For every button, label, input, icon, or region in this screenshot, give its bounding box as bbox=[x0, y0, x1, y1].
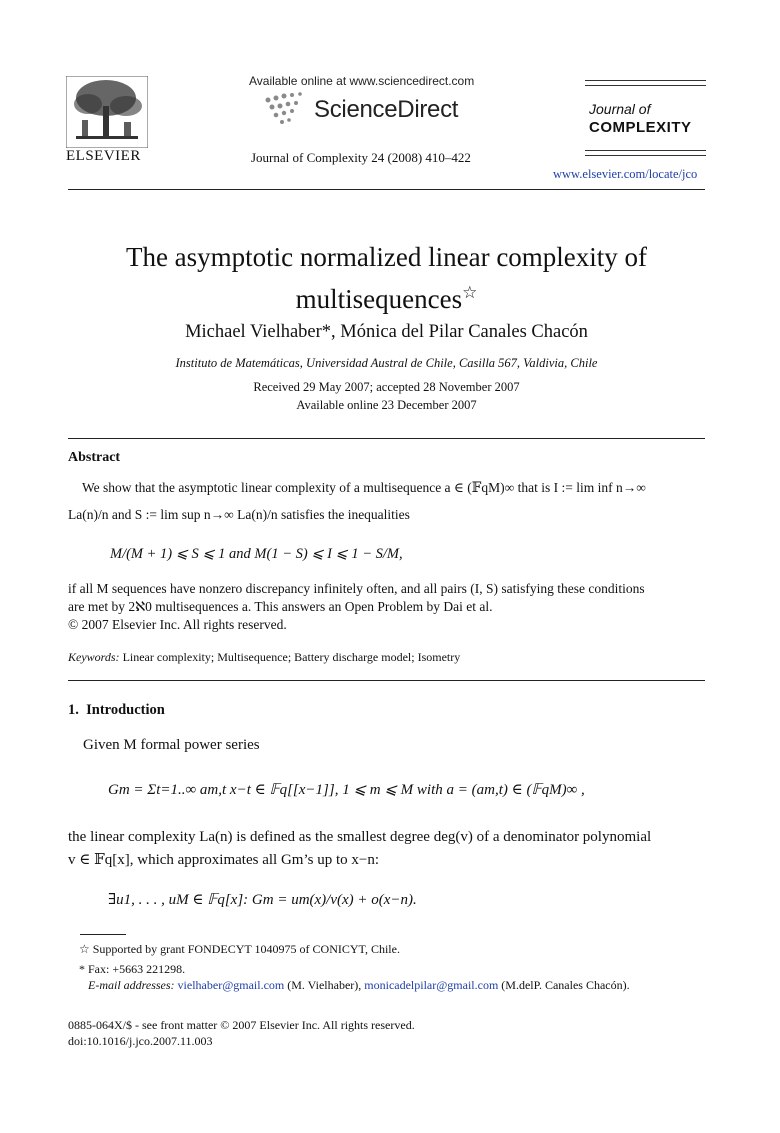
keywords bbox=[68, 650, 460, 665]
equation-gm: Gm = Σt=1..∞ am,t x−t ∈ 𝔽q[[x−1]], 1 ⩽ m ⩽ M with a = (am,t) ∈ (𝔽qM)∞ , bbox=[108, 782, 585, 798]
paper-title-line2: multisequences bbox=[295, 284, 463, 314]
header-rule bbox=[68, 189, 705, 190]
elsevier-wordmark: ELSEVIER bbox=[66, 148, 141, 164]
abstract-top-rule bbox=[68, 438, 705, 439]
elsevier-logo bbox=[66, 76, 148, 166]
paper-affiliation: Instituto de Matemáticas, Universidad Austral de Chile, Casilla 567, Valdivia, Chile bbox=[175, 356, 598, 370]
footnote-grant: ☆ Supported by grant FONDECYT 1040975 of CONICYT, Chile. bbox=[79, 942, 400, 956]
email-name-vielhaber: (M. Vielhaber), bbox=[287, 978, 362, 992]
section-given: Given M formal power series bbox=[83, 737, 260, 753]
elsevier-tree-icon bbox=[66, 76, 148, 148]
abstract-inequalities: M/(M + 1) ⩽ S ⩽ 1 and M(1 − S) ⩽ I ⩽ 1 − S/M, bbox=[110, 546, 403, 562]
journal-top-rule2 bbox=[585, 85, 706, 86]
footnote-fax: * Fax: +5663 221298. bbox=[79, 962, 186, 976]
journal-bottom-rule2 bbox=[585, 155, 706, 156]
sciencedirect-dots-icon bbox=[262, 90, 312, 126]
abstract-heading: Abstract bbox=[68, 450, 121, 465]
title-footnote-mark[interactable]: ☆ bbox=[462, 283, 478, 302]
footnote-rule bbox=[80, 934, 126, 935]
email-label: E-mail addresses: bbox=[88, 978, 175, 992]
abstract-line3: if all M sequences have nonzero discrepancy infinitely often, and all pairs (I, S) satisfying these conditions bbox=[68, 581, 645, 596]
email-name-canales: (M.delP. Canales Chacón). bbox=[501, 978, 630, 992]
equation-approx: ∃u1, . . . , uM ∈ 𝔽q[x]: Gm = um(x)/v(x) + o(x−n). bbox=[108, 892, 417, 908]
paper-title bbox=[68, 240, 705, 317]
abstract-line1 bbox=[68, 480, 708, 496]
available-online: Available online at www.sciencedirect.com bbox=[249, 74, 475, 88]
abstract-line2 bbox=[68, 507, 708, 523]
abstract-line2-text: La(n)/n and S := lim sup n→∞ La(n)/n satisfies the inequalities bbox=[68, 507, 410, 522]
journal-of-label: Journal of bbox=[589, 101, 651, 117]
footnote-emails bbox=[88, 978, 630, 993]
email-link-vielhaber[interactable]: vielhaber@gmail.com bbox=[177, 978, 285, 992]
journal-citation: Journal of Complexity 24 (2008) 410–422 bbox=[251, 150, 471, 165]
sciencedirect-logo bbox=[262, 90, 492, 126]
footer-doi: doi:10.1016/j.jco.2007.11.003 bbox=[68, 1034, 213, 1048]
email-link-canales[interactable]: monicadelpilar@gmail.com bbox=[364, 978, 499, 992]
sciencedirect-wordmark: ScienceDirect bbox=[314, 96, 459, 123]
section-heading: 1. Introduction bbox=[68, 702, 165, 718]
journal-bottom-rule bbox=[585, 150, 706, 151]
abstract-line1-text: We show that the asymptotic linear complexity of a multisequence a ∈ (𝔽qM)∞ that is I := lim inf n→∞ bbox=[82, 480, 646, 495]
abstract-bottom-rule bbox=[68, 680, 705, 681]
available-date: Available online 23 December 2007 bbox=[296, 398, 477, 412]
footer-issn: 0885-064X/$ - see front matter © 2007 Elsevier Inc. All rights reserved. bbox=[68, 1018, 415, 1032]
abstract-copyright: © 2007 Elsevier Inc. All rights reserved. bbox=[68, 617, 287, 632]
journal-url-link[interactable]: www.elsevier.com/locate/jco bbox=[553, 167, 698, 181]
paper-authors: Michael Vielhaber*, Mónica del Pilar Canales Chacón bbox=[185, 322, 588, 342]
abstract-line4: are met by 2ℵ0 multisequences a. This answers an Open Problem by Dai et al. bbox=[68, 599, 493, 614]
section-para-line2: v ∈ 𝔽q[x], which approximates all Gm’s up to x−n: bbox=[68, 852, 380, 868]
keywords-text: Linear complexity; Multisequence; Battery discharge model; Isometry bbox=[122, 650, 461, 664]
section-para-line1: the linear complexity La(n) is defined as the smallest degree deg(v) of a denominator polynomial bbox=[68, 829, 652, 845]
journal-complexity-label: COMPLEXITY bbox=[589, 119, 692, 136]
received-dates: Received 29 May 2007; accepted 28 November 2007 bbox=[253, 380, 520, 394]
journal-top-rule bbox=[585, 80, 706, 81]
keywords-label: Keywords: bbox=[68, 650, 120, 664]
paper-title-line1: The asymptotic normalized linear complexity of bbox=[125, 242, 648, 272]
